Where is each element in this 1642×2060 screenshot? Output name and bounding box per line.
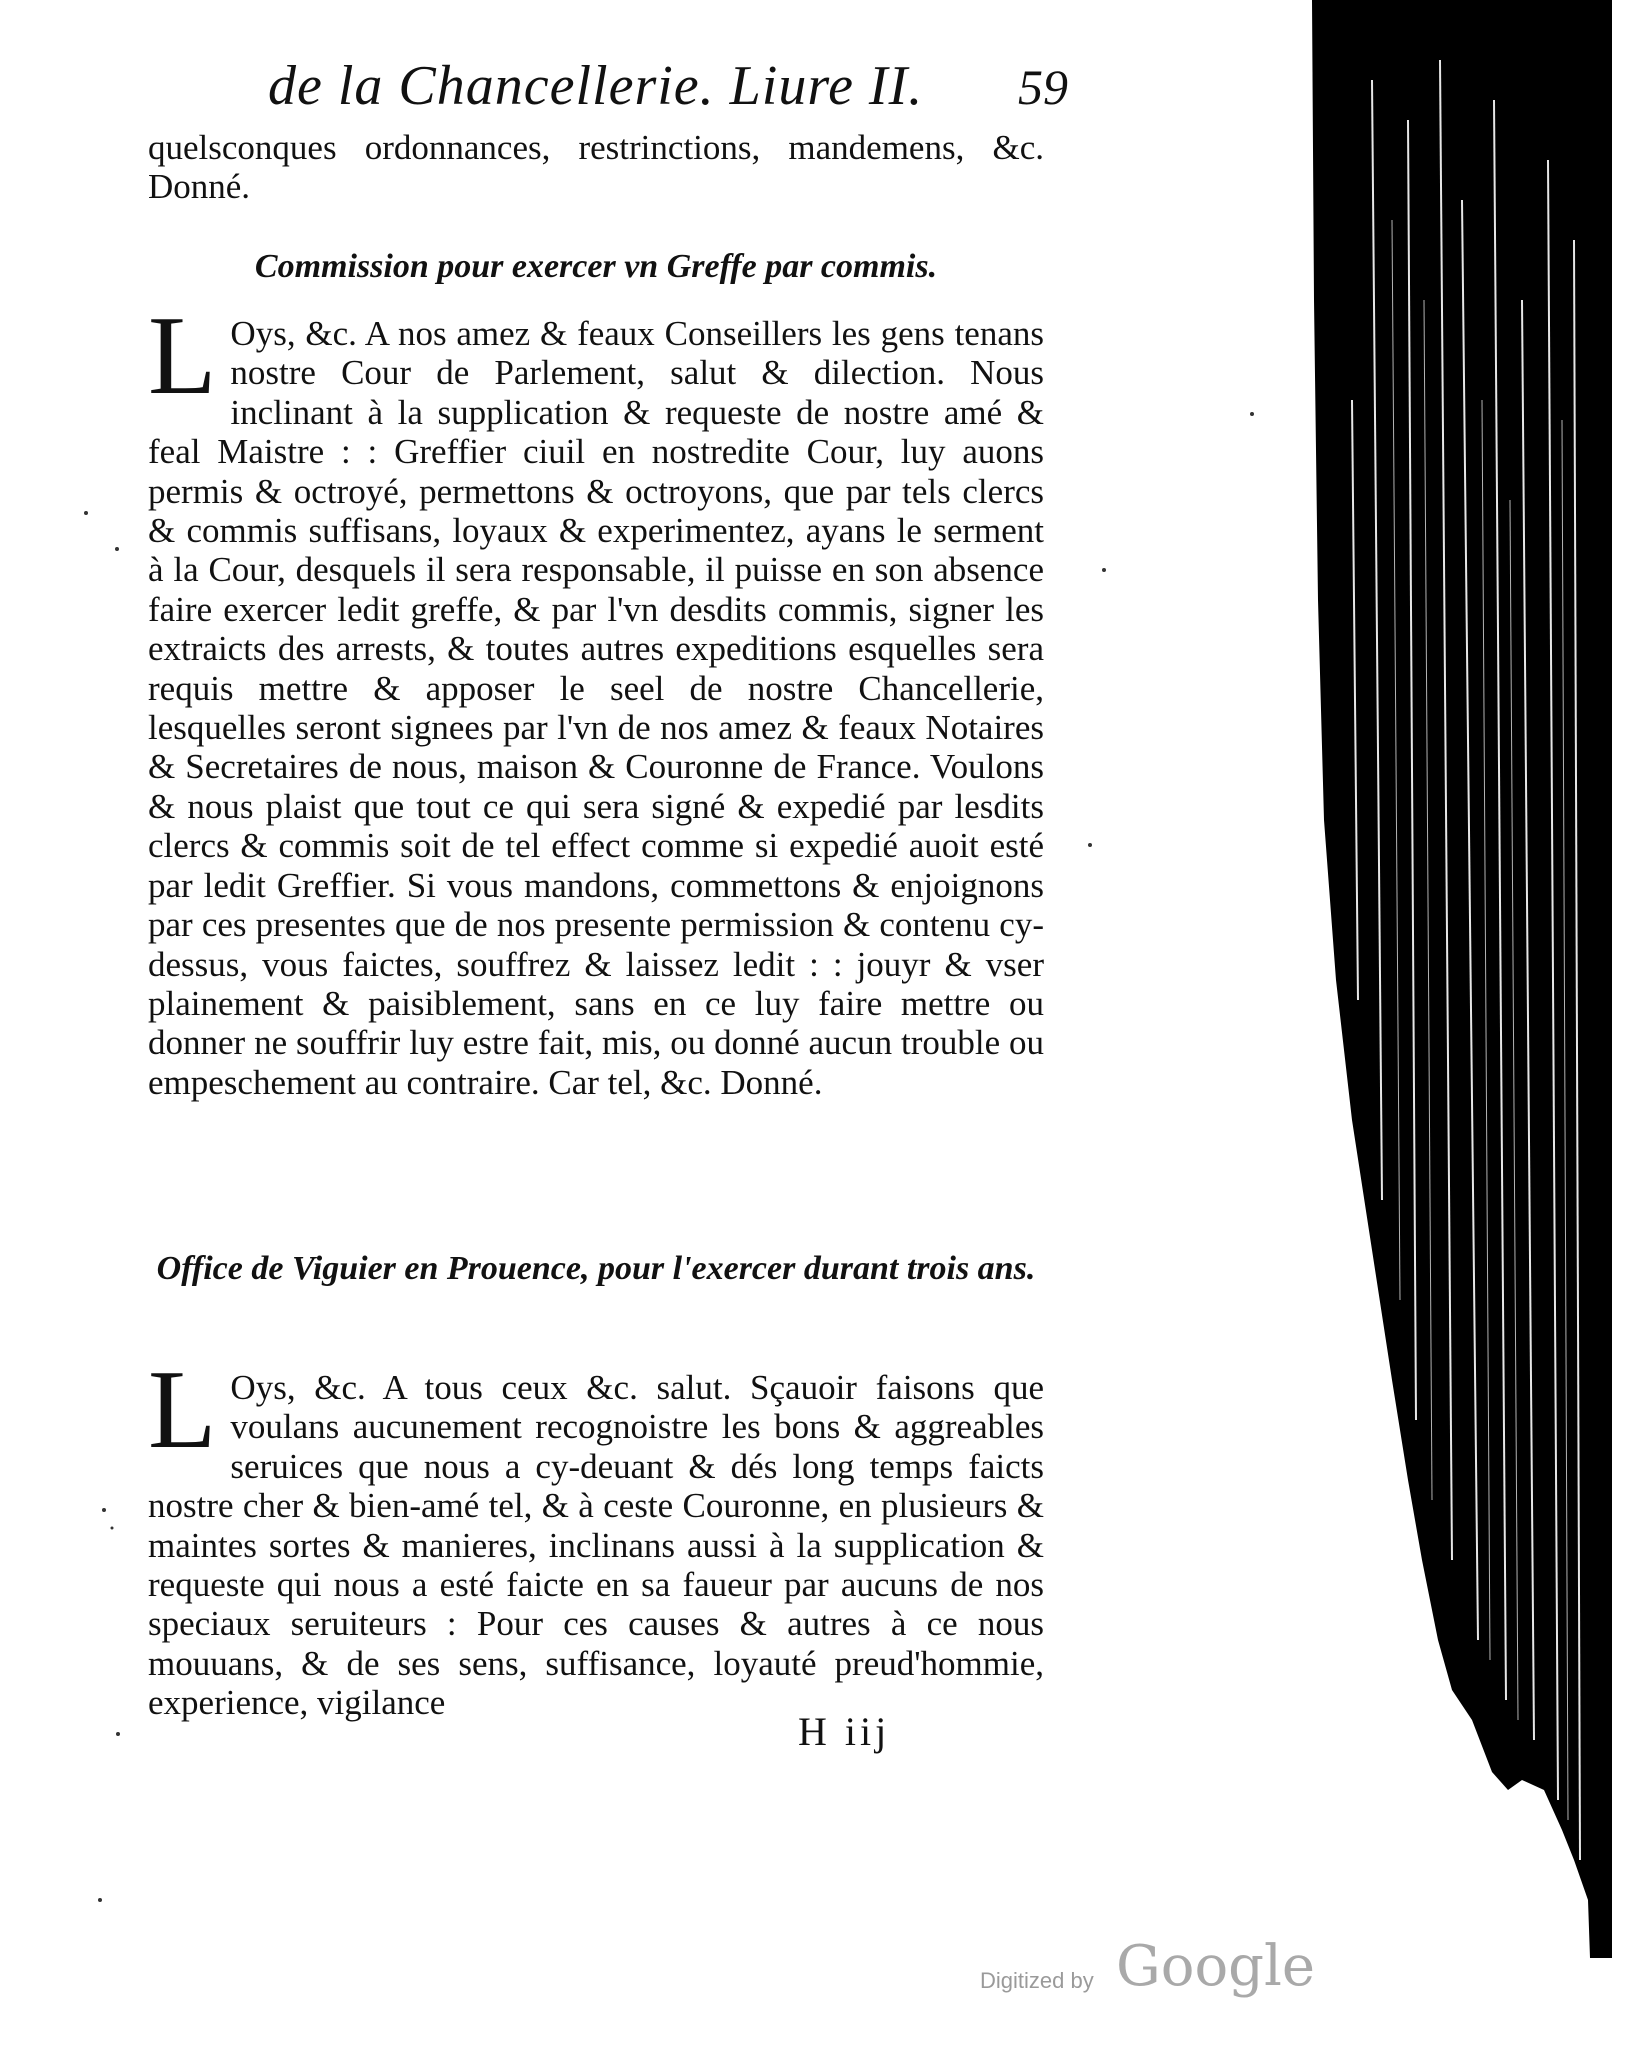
watermark-brand: Google: [1116, 1934, 1316, 1999]
continuation-text: quelsconques ordonnances, restrinctions, mandemens, &c. Donné.: [148, 128, 1044, 207]
section-heading-commission: Commission pour exercer vn Greffe par commis.: [254, 248, 938, 285]
watermark-prefix: Digitized by: [980, 1968, 1094, 1993]
running-head-title: de la Chancellerie. Liure II.: [268, 55, 924, 117]
section-heading-viguier: Office de Viguier en Prouence, pour l'exercer durant trois ans.: [156, 1250, 1036, 1287]
drop-cap-initial: L: [148, 1348, 217, 1472]
signature-mark: H iij: [798, 1709, 891, 1754]
section-viguier-text: Oys, &c. A tous ceux &c. salut. Sçauoir faisons que voulans aucunement recognoistre les bons & aggreables seruices que nous a cy-deuant & dés long temps faicts nostre cher & bien-amé tel, & à ceste Couronne, en plusieurs & maintes sortes & manieres, inclinans aussi à la supplication & requeste qui nous a esté faicte en sa faueur par aucuns de nos speciaux seruiteurs : Pour ces causes & autres à ce nous mouuans, & de ses sens, suffisance, loyauté preud'hommie, experience, vigilance: [148, 1368, 1044, 1723]
section-commission-text: Oys, &c. A nos amez & feaux Conseillers les gens tenans nostre Cour de Parlement, salut & dilection. Nous inclinant à la supplication & requeste de nostre amé & feal Maistre : : Greffier ciuil en nostredite Cour, luy auons permis & octroyé, permettons & octroyons, que par tels clercs & commis suffisans, loyaux & experimentez, ayans le serment à la Cour, desquels il sera responsable, il puisse en son absence faire exercer ledit greffe, & par l'vn desdits commis, signer les extraicts des arrests, & toutes autres expeditions esquelles sera requis mettre & apposer le seel de nostre Chancellerie, lesquelles seront signees par l'vn de nos amez & feaux Notaires & Secretaires de nous, maison & Couronne de France. Voulons & nous plaist que tout ce qui sera signé & expedié par lesdits clercs & commis soit de tel effect comme si expedié auoit esté par ledit Greffier. Si vous mandons, commettons & enjoignons par ces presentes que de nos presente permission & contenu cy-dessus, vous faictes, souffrez & laissez ledit : : jouyr & vser plainement & paisiblement, sans en ce luy faire mettre ou donner ne souffrir luy estre fait, mis, ou donné aucun trouble ou empeschement au contraire. Car tel, &c. Donné.: [148, 314, 1044, 1102]
page-number: 59: [1018, 59, 1068, 115]
google-watermark: [980, 1934, 1320, 2004]
drop-cap-initial: L: [148, 294, 217, 418]
